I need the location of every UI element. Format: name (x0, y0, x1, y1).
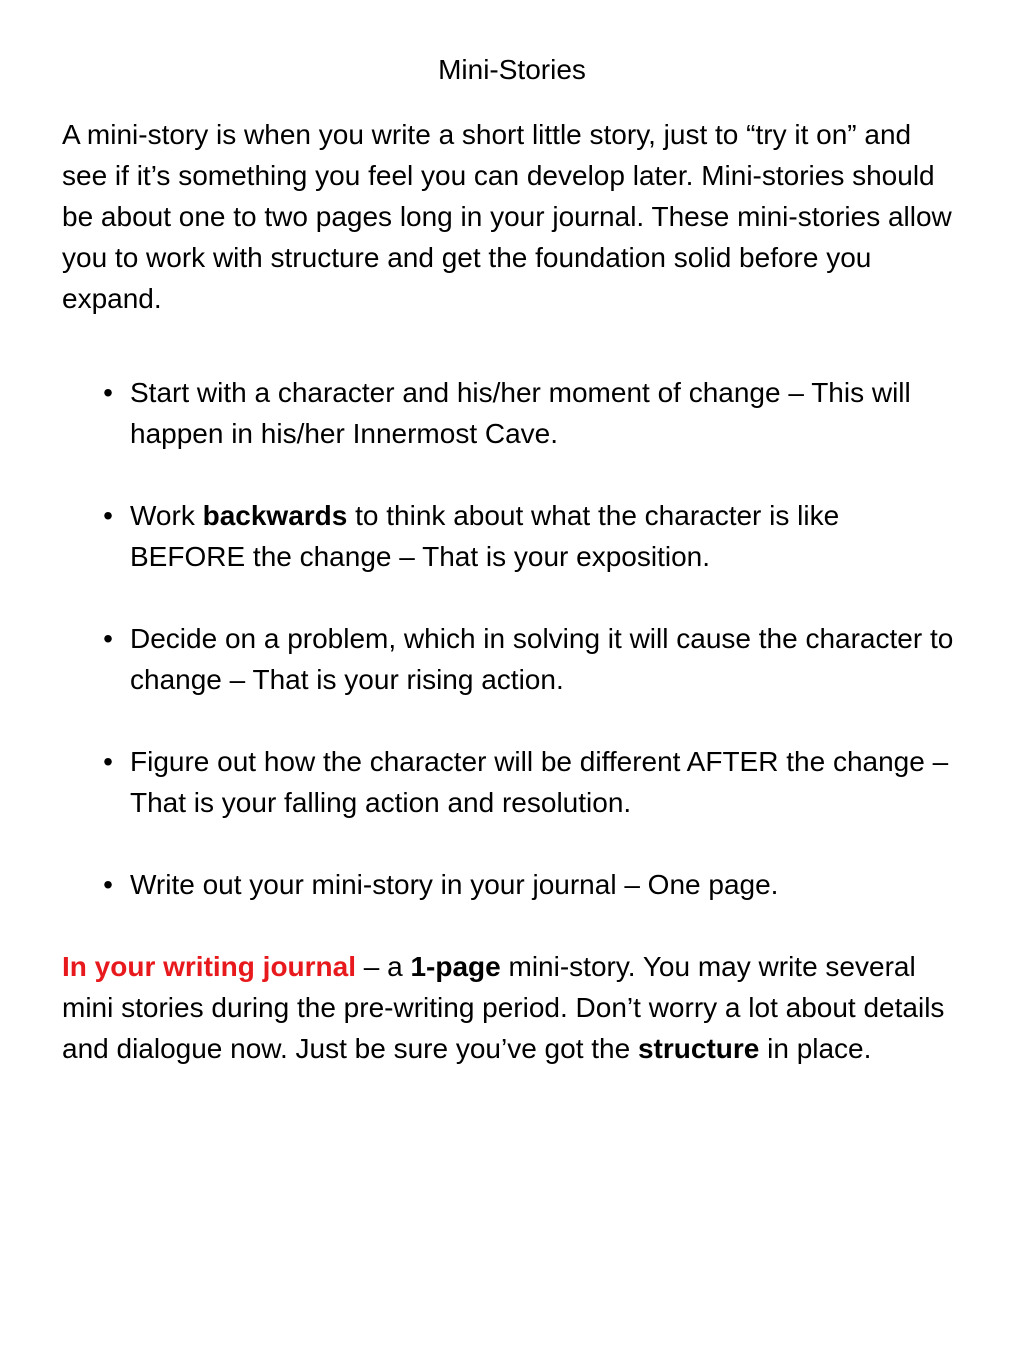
list-item-text: Figure out how the character will be different AFTER the change – That is your falling action and resolution. (130, 746, 949, 818)
list-item-bold: backwards (202, 500, 348, 531)
bullet-icon: • (103, 377, 113, 408)
closing-bold-page: 1-page (410, 951, 501, 982)
list-item (62, 741, 962, 823)
list-item-text: Write out your mini-story in your journal – One page. (130, 869, 779, 900)
highlight-phrase: In your writing journal (62, 951, 356, 982)
closing-bold-structure: structure (637, 1033, 760, 1064)
list-item (62, 618, 962, 700)
intro-paragraph: A mini-story is when you write a short little story, just to “try it on” and see if it’s something you feel you can develop later. Mini-stories should be about one to two pages long in your journal. These mini-stories allow you to work with structure and get the foundation solid before you expand. (62, 119, 952, 314)
closing-text: – a (356, 951, 411, 982)
closing-text: in place. (759, 1033, 872, 1064)
bullet-icon: • (103, 746, 113, 777)
list-item-text: Decide on a problem, which in solving it will cause the character to change – That is your rising action. (130, 623, 954, 695)
list-item (62, 864, 962, 905)
list-item (62, 372, 962, 454)
page-title: Mini-Stories (438, 54, 586, 85)
instruction-list (62, 372, 962, 946)
list-item-text: to think about what the character is like BEFORE the change – That is your exposition. (130, 500, 840, 572)
closing-text: mini-story. You may write several mini stories during the pre-writing period. Don’t worry a lot about details and dialogue now. Just be sure you’ve got the (62, 951, 945, 1064)
bullet-icon: • (103, 869, 113, 900)
closing-paragraph (62, 946, 962, 1069)
list-item-text: Start with a character and his/her moment of change – This will happen in his/her Innermost Cave. (130, 377, 911, 449)
list-item (62, 495, 962, 577)
bullet-icon: • (103, 623, 113, 654)
bullet-icon: • (103, 500, 113, 531)
list-item-text: Work (130, 500, 203, 531)
